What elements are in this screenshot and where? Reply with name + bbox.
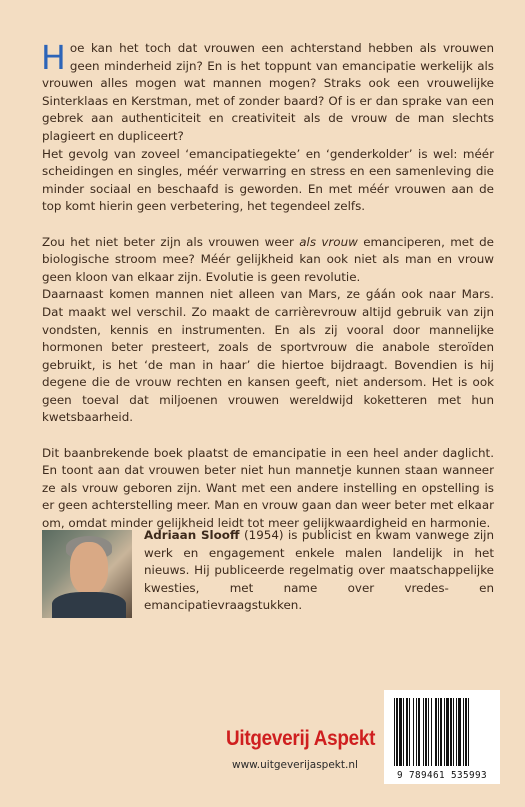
author-photo <box>42 530 132 618</box>
paragraph-3-italic: als vrouw <box>299 234 358 249</box>
paragraph-1-text: oe kan het toch dat vrouwen een achterstand hebben als vrouwen geen minderheid zijn? En is het toppunt van emancipatie werkelijk als vrouwen alles mogen wat mannen mogen? Straks ook een vrouwelijke Sinterklaas en Kerstman, met of zonder baard? Of is er dan sprake van een gebrek aan authenticiteit en creativiteit als de vrouw de man slechts plagieert en dupliceert? <box>42 41 494 143</box>
author-bio-text: (1954) is publicist en kwam vanwege zijn werk en engagement enkele malen landelijk in het nieuws. Hij publiceerde regelmatig over maatschappelijke kwesties, met name over vredes- en emancipatievraagstukken. <box>144 528 494 613</box>
author-bio <box>144 527 494 615</box>
isbn-barcode <box>384 690 500 784</box>
paragraph-2: Het gevolg van zoveel ‘emancipatiegekte’ en ‘genderkolder’ is wel: méér scheidingen en singles, méér verwarring en stress en een samenleving die minder sociaal en beschaafd is geworden. En met méér vrouwen aan de top komt hierin geen verbetering, het tegendeel zelfs. <box>42 146 494 214</box>
paragraph-3 <box>42 234 494 287</box>
barcode-number: 9 789461 535993 <box>397 770 487 781</box>
paragraph-3-start: Zou het niet beter zijn als vrouwen weer <box>42 234 300 249</box>
blurb-text <box>42 40 494 533</box>
barcode-bars <box>394 698 490 768</box>
paragraph-3-end: emanciperen, met de biologische stroom mee? Méér gelijkheid kan ook niet als man en vrouw geen kloon van elkaar zijn. Evolutie is geen revolutie. <box>42 234 494 284</box>
paragraph-1 <box>42 40 494 146</box>
paragraph-4: Daarnaast komen mannen niet alleen van Mars, ze gáán ook naar Mars. Dat maakt wel verschil. Zo maakt de carrièrevrouw altijd gebruik van zijn vondsten, kennis en instrumenten. En als zij vooral door mannelijke hormonen beter presteert, zoals de sportvrouw die anabole steroïden gebruikt, is het ‘de man in haar’ die hiertoe bijdraagt. Bovendien is hij degene die de vrouw rechten en kansen geeft, niet andersom. Het is ook geen toeval dat miljoenen vrouwen wereldwijd koketteren met hun kwetsbaarheid. <box>42 287 494 425</box>
publisher-website[interactable]: www.uitgeverijaspekt.nl <box>232 759 358 771</box>
author-name: Adriaan Slooff <box>144 528 240 542</box>
publisher-logo: Uitgeverij Aspekt <box>226 727 376 750</box>
drop-cap: H <box>41 38 66 77</box>
paragraph-5: Dit baanbrekende boek plaatst de emancipatie in een heel ander daglicht. En toont aan dat vrouwen beter niet hun mannetje kunnen staan wanneer ze als vrouw geboren zijn. Want met een andere instelling en opstelling is er geen achterstelling meer. Man en vrouw gaan dan weer beter met elkaar om, omdat minder gelijkheid leidt tot meer gelijkwaardigheid en harmonie. <box>42 445 494 531</box>
